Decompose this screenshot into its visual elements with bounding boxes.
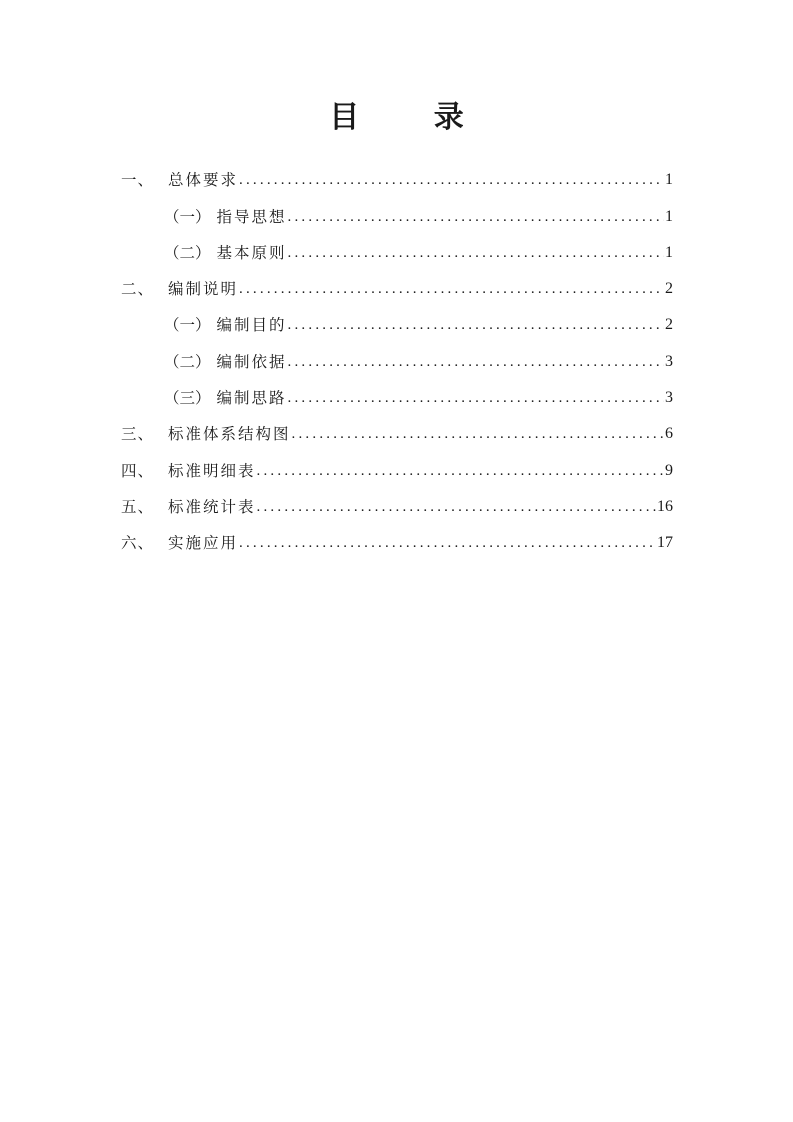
toc-dot-leader bbox=[288, 315, 664, 335]
toc-entry-page: 1 bbox=[665, 207, 673, 225]
toc-dot-leader bbox=[288, 243, 664, 263]
toc-entry-label: 编制思路 bbox=[216, 389, 287, 408]
toc-entry-number: （一） bbox=[164, 207, 211, 226]
toc-entry-number: （一） bbox=[164, 316, 211, 335]
toc-dot-leader bbox=[288, 388, 664, 408]
toc-entry-2-2[interactable] bbox=[121, 337, 673, 373]
toc-title: 目 录 bbox=[329, 100, 496, 135]
toc-entry-label: 标准统计表 bbox=[168, 497, 256, 516]
toc-dot-leader bbox=[239, 533, 656, 553]
toc-entry-page: 3 bbox=[665, 352, 673, 370]
toc-entry-1[interactable] bbox=[121, 156, 673, 192]
toc-entry-number: 二、 bbox=[121, 280, 155, 299]
toc-entry-label: 指导思想 bbox=[216, 207, 287, 226]
toc-entry-page: 2 bbox=[665, 316, 673, 334]
toc-entry-number: 五、 bbox=[121, 497, 155, 516]
toc-dot-leader bbox=[292, 424, 664, 444]
toc-entry-1-2[interactable] bbox=[121, 229, 673, 265]
toc-entry-label: 基本原则 bbox=[216, 243, 287, 262]
toc-entry-page: 6 bbox=[665, 425, 673, 443]
toc-dot-leader bbox=[239, 170, 664, 190]
toc-entry-label: 标准体系结构图 bbox=[168, 425, 291, 444]
toc-dot-leader bbox=[288, 207, 664, 227]
toc-entry-4[interactable] bbox=[121, 446, 673, 482]
toc-entry-page: 16 bbox=[657, 497, 673, 515]
toc-dot-leader bbox=[288, 352, 664, 372]
toc-entry-page: 2 bbox=[665, 280, 673, 298]
toc-entry-label: 总体要求 bbox=[168, 171, 239, 190]
toc-entry-page: 17 bbox=[657, 534, 673, 552]
toc-entry-1-1[interactable] bbox=[121, 192, 673, 228]
toc-entry-6[interactable] bbox=[121, 519, 673, 555]
toc-dot-leader bbox=[257, 497, 656, 517]
toc-entry-number: 三、 bbox=[121, 425, 155, 444]
toc-entry-page: 1 bbox=[665, 243, 673, 261]
toc-entry-3[interactable] bbox=[121, 410, 673, 446]
toc-dot-leader bbox=[257, 461, 664, 481]
toc-entry-number: 六、 bbox=[121, 534, 155, 553]
toc-entry-number: 四、 bbox=[121, 461, 155, 480]
toc-entry-5[interactable] bbox=[121, 483, 673, 519]
toc-entry-label: 标准明细表 bbox=[168, 461, 256, 480]
toc-entry-label: 编制依据 bbox=[216, 352, 287, 371]
toc-entry-number: （三） bbox=[164, 389, 211, 408]
toc-entry-number: （二） bbox=[164, 243, 211, 262]
toc-entry-number: 一、 bbox=[121, 171, 155, 190]
toc-entry-label: 编制说明 bbox=[168, 280, 239, 299]
toc-entry-2-3[interactable] bbox=[121, 374, 673, 410]
toc-entry-page: 3 bbox=[665, 389, 673, 407]
toc-dot-leader bbox=[239, 279, 664, 299]
toc-entry-label: 编制目的 bbox=[216, 316, 287, 335]
toc-entry-label: 实施应用 bbox=[168, 534, 239, 553]
toc-list bbox=[121, 156, 673, 555]
toc-entry-2[interactable] bbox=[121, 265, 673, 301]
toc-entry-page: 9 bbox=[665, 461, 673, 479]
toc-entry-page: 1 bbox=[665, 171, 673, 189]
toc-entry-number: （二） bbox=[164, 352, 211, 371]
toc-entry-2-1[interactable] bbox=[121, 301, 673, 337]
